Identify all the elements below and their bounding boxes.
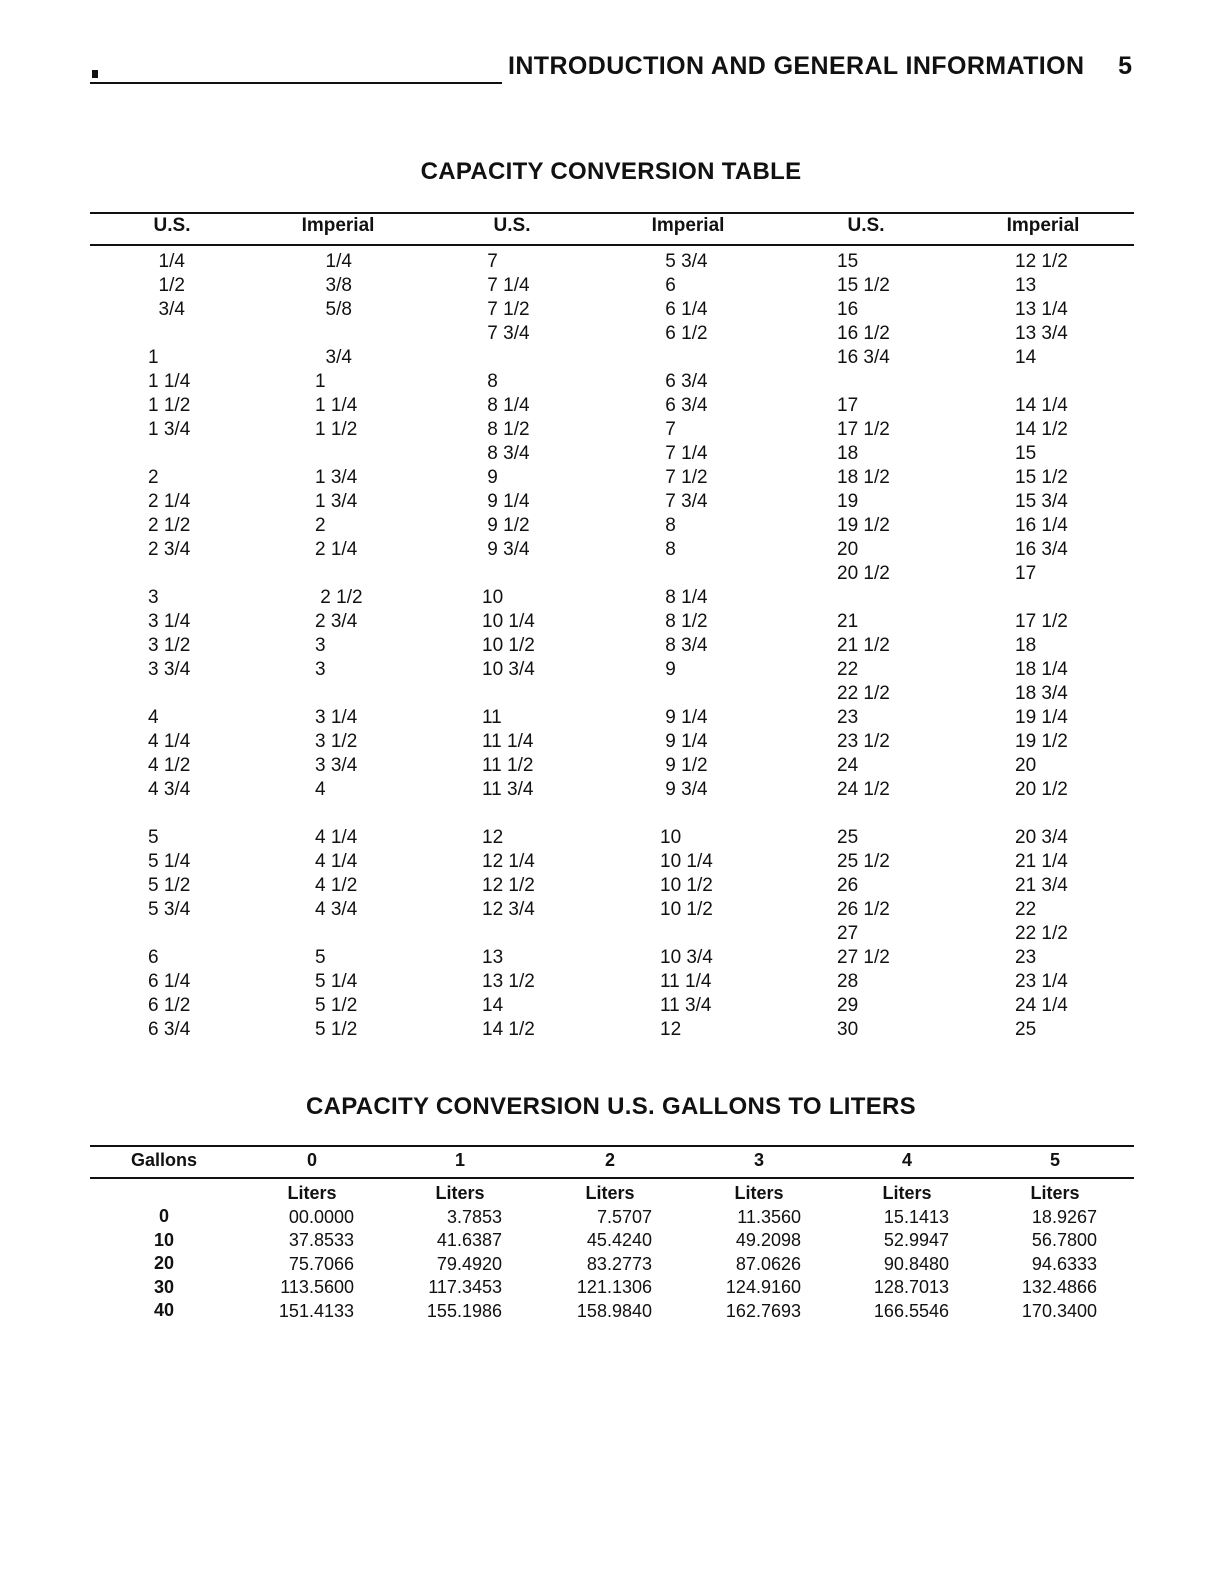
table-cell: 25 <box>837 827 859 848</box>
table-cell: 10 1/2 <box>482 635 535 656</box>
table-cell <box>315 802 363 826</box>
table-cell: 3/4 <box>148 299 185 320</box>
table1-top-rule <box>90 212 1134 214</box>
table-cell <box>482 922 535 946</box>
table2-header-1: 1 <box>454 1150 465 1170</box>
table-cell: 4 3/4 <box>315 899 358 920</box>
table-cell: 16 3/4 <box>1015 539 1068 560</box>
table1-column-us-3 <box>837 250 890 1042</box>
table-cell: 13 1/2 <box>482 971 535 992</box>
table-cell <box>660 682 713 706</box>
table-cell <box>482 562 535 586</box>
table-cell: 132.4866 <box>1021 1277 1097 1297</box>
table-cell: 4 1/2 <box>148 755 191 776</box>
table-cell: 2 3/4 <box>148 539 191 560</box>
table-cell: 1 1/2 <box>148 395 191 416</box>
table1-column-imperial-2 <box>660 250 713 1042</box>
unit-label: Liters <box>585 1183 635 1203</box>
table-cell: 40 <box>153 1300 175 1320</box>
table-cell: 9 1/4 <box>660 707 708 728</box>
table-cell: 14 1/2 <box>1015 419 1068 440</box>
table-cell: 90.8480 <box>883 1253 949 1274</box>
table-cell: 18 3/4 <box>1015 683 1068 704</box>
table-cell: 20 1/2 <box>1015 779 1068 800</box>
table-cell: 12 3/4 <box>482 899 535 920</box>
table-cell: 14 <box>1015 347 1037 368</box>
unit-label: Liters <box>734 1183 784 1203</box>
table-cell: 5 <box>148 827 159 848</box>
table-cell: 6 3/4 <box>660 395 708 416</box>
table-cell: 45.4240 <box>586 1230 652 1250</box>
table-cell: 8 3/4 <box>660 635 708 656</box>
table-cell: 8 1/2 <box>482 419 530 440</box>
table-cell: 18.9267 <box>1031 1206 1097 1227</box>
table-cell: 10 3/4 <box>482 659 535 680</box>
header-bullet <box>92 70 98 78</box>
table-cell: 14 1/4 <box>1015 395 1068 416</box>
table-cell: 00.0000 <box>288 1206 354 1227</box>
table1-column-imperial-1 <box>315 250 363 1042</box>
table-cell <box>482 682 535 706</box>
table-cell: 23 1/4 <box>1015 971 1068 992</box>
table-cell: 37.8533 <box>288 1230 354 1250</box>
table-cell: 19 1/2 <box>837 515 890 536</box>
table-cell: 21 3/4 <box>1015 875 1068 896</box>
table-cell: 4 1/4 <box>315 827 358 848</box>
table-cell: 7 3/4 <box>482 323 530 344</box>
table-cell: 1 1/2 <box>315 419 358 440</box>
table-cell: 5 3/4 <box>660 251 708 272</box>
table-cell: 2 <box>148 467 159 488</box>
table-cell: 7 1/4 <box>482 275 530 296</box>
table-cell <box>837 370 890 394</box>
table-cell: 4 1/4 <box>148 731 191 752</box>
table-cell: 15 <box>1015 443 1037 464</box>
table-cell: 124.9160 <box>725 1277 801 1297</box>
table-cell: 22 <box>837 659 859 680</box>
table-cell: 22 1/2 <box>1015 923 1068 944</box>
table1-header-us-2: U.S. <box>493 215 531 236</box>
table-cell: 20 3/4 <box>1015 827 1068 848</box>
table-cell: 117.3453 <box>428 1277 502 1297</box>
table-cell <box>315 922 363 946</box>
table-cell: 20 <box>1015 755 1037 776</box>
page-header <box>90 52 1134 88</box>
table-cell: 18 1/4 <box>1015 659 1068 680</box>
table-cell: 11 1/4 <box>660 971 712 992</box>
table-cell: 24 <box>837 755 859 776</box>
table-cell: 26 <box>837 875 859 896</box>
table-cell <box>660 562 713 586</box>
table-cell: 151.4133 <box>278 1300 354 1321</box>
table2-header-0: 0 <box>306 1150 317 1170</box>
table-cell: 9 1/4 <box>482 491 530 512</box>
table-cell: 12 <box>660 1019 682 1040</box>
table-cell: 2 1/4 <box>148 491 191 512</box>
table-cell: 4 1/2 <box>315 875 358 896</box>
table-cell: 6 1/2 <box>660 323 708 344</box>
table-cell: 3 3/4 <box>148 659 191 680</box>
table-cell: 1/2 <box>148 275 185 296</box>
table-cell: 49.2098 <box>735 1230 801 1250</box>
table-cell: 28 <box>837 971 859 992</box>
table-cell: 5/8 <box>315 299 352 320</box>
table2-row-labels <box>114 1205 214 1323</box>
table-cell: 56.7800 <box>1031 1230 1097 1250</box>
table-cell: 11 3/4 <box>660 995 712 1016</box>
table-cell: 2 <box>315 515 326 536</box>
table-cell <box>148 562 190 586</box>
table-cell: 17 <box>1015 563 1037 584</box>
table1-header-us-3: U.S. <box>847 215 885 236</box>
table-cell: 0 <box>158 1206 169 1226</box>
table-cell: 15 3/4 <box>1015 491 1068 512</box>
table-cell: 19 1/2 <box>1015 731 1068 752</box>
table-cell: 7 <box>482 251 498 272</box>
table-cell: 9 <box>482 467 498 488</box>
table-cell: 5 1/2 <box>315 995 358 1016</box>
table-cell: 2 1/2 <box>148 515 191 536</box>
table-cell: 23 1/2 <box>837 731 890 752</box>
table-cell: 3 <box>148 587 159 608</box>
table-cell: 16 3/4 <box>837 347 890 368</box>
table-cell: 3 1/4 <box>148 611 191 632</box>
table-cell: 3/8 <box>315 275 352 296</box>
unit-label: Liters <box>1030 1183 1080 1203</box>
table-cell: 9 3/4 <box>660 779 708 800</box>
table-cell <box>660 922 713 946</box>
table-cell: 23 <box>837 707 859 728</box>
table-cell: 14 <box>482 995 504 1016</box>
table1-column-us-2 <box>482 250 535 1042</box>
table-cell: 18 <box>1015 635 1037 656</box>
table-cell: 13 1/4 <box>1015 299 1068 320</box>
table2-header-rule <box>90 1177 1134 1179</box>
table-cell: 5 <box>315 947 326 968</box>
table-cell: 13 <box>1015 275 1037 296</box>
table-cell: 30 <box>153 1276 175 1297</box>
table-cell: 8 1/2 <box>660 611 708 632</box>
table-cell: 21 1/4 <box>1015 851 1068 872</box>
unit-label: Liters <box>882 1183 932 1203</box>
table-cell <box>148 442 190 466</box>
table-cell: 16 1/4 <box>1015 515 1068 536</box>
table-cell: 41.6387 <box>436 1230 502 1250</box>
table-cell <box>148 922 190 946</box>
table-cell: 7 3/4 <box>660 491 708 512</box>
table2-header-5: 5 <box>1049 1150 1060 1170</box>
table-cell: 8 <box>482 371 498 392</box>
table-cell: 18 1/2 <box>837 467 890 488</box>
table1-header-imperial-2: Imperial <box>651 215 725 236</box>
table-cell: 17 <box>837 395 859 416</box>
table-cell: 25 <box>1015 1019 1037 1040</box>
table-cell: 16 <box>837 299 859 320</box>
table-cell: 1 <box>315 371 326 392</box>
table-cell: 3.7853 <box>446 1206 502 1227</box>
table-cell <box>1015 586 1068 610</box>
table-cell: 26 1/2 <box>837 899 890 920</box>
header-rule <box>90 82 502 84</box>
table-cell: 13 3/4 <box>1015 323 1068 344</box>
table-cell: 10 1/2 <box>660 899 713 920</box>
table-cell: 9 1/2 <box>482 515 530 536</box>
table-cell: 3 <box>315 635 326 656</box>
table-cell: 6 1/2 <box>148 995 191 1016</box>
table-cell: 170.3400 <box>1021 1300 1097 1321</box>
table-cell: 3 <box>315 659 326 680</box>
table-cell: 1 1/4 <box>315 395 358 416</box>
table-cell: 4 <box>315 779 326 800</box>
table-cell: 27 1/2 <box>837 947 890 968</box>
table-cell <box>148 802 190 826</box>
table-cell: 1 <box>148 347 159 368</box>
table-cell: 13 <box>482 947 504 968</box>
table-cell: 3 1/4 <box>315 707 358 728</box>
table-cell: 19 1/4 <box>1015 707 1068 728</box>
table-cell: 87.0626 <box>735 1253 801 1274</box>
table-cell: 23 <box>1015 947 1037 968</box>
table-cell <box>837 586 890 610</box>
table-cell: 7 1/2 <box>482 299 530 320</box>
running-title: INTRODUCTION AND GENERAL INFORMATION <box>508 52 1085 80</box>
table-cell: 1 3/4 <box>315 467 358 488</box>
table-cell: 10 1/4 <box>482 611 535 632</box>
table-cell: 19 <box>837 491 859 512</box>
table-cell: 12 1/2 <box>482 875 535 896</box>
table-cell: 8 1/4 <box>482 395 530 416</box>
table-cell: 8 3/4 <box>482 443 530 464</box>
table-cell: 18 <box>837 443 859 464</box>
table-cell: 10 1/2 <box>660 875 713 896</box>
table-cell: 1/4 <box>315 251 352 272</box>
table-cell: 155.1986 <box>426 1300 502 1321</box>
table2-column-3 <box>709 1182 809 1323</box>
table-cell: 4 <box>148 707 159 728</box>
table-cell: 1/4 <box>148 251 185 272</box>
table-cell: 12 1/2 <box>1015 251 1068 272</box>
table-cell: 25 1/2 <box>837 851 890 872</box>
table-cell: 2 1/2 <box>315 587 363 608</box>
table-cell: 15 1/2 <box>1015 467 1068 488</box>
table-cell: 5 3/4 <box>148 899 191 920</box>
table-cell: 9 1/2 <box>660 755 708 776</box>
table-cell <box>482 346 535 370</box>
table-cell: 14 1/2 <box>482 1019 535 1040</box>
table-cell: 27 <box>837 923 859 944</box>
table-cell <box>148 322 190 346</box>
table-cell <box>315 322 363 346</box>
table-cell: 5 1/4 <box>315 971 358 992</box>
table-cell: 11 1/2 <box>482 755 534 776</box>
table-cell: 9 1/4 <box>660 731 708 752</box>
table-cell <box>315 442 363 466</box>
table-cell: 7 1/4 <box>660 443 708 464</box>
table1-header-rule <box>90 244 1134 246</box>
table-cell: 6 1/4 <box>148 971 191 992</box>
table-cell: 8 <box>660 515 676 536</box>
table-cell: 15.1413 <box>883 1206 949 1227</box>
table2-header-2: 2 <box>604 1150 615 1170</box>
table-cell: 8 1/4 <box>660 587 708 608</box>
table-cell: 6 3/4 <box>148 1019 191 1040</box>
table2-column-4 <box>857 1182 957 1323</box>
table-cell <box>660 346 713 370</box>
table2-column-2 <box>560 1182 660 1323</box>
table-cell: 15 1/2 <box>837 275 890 296</box>
table-cell: 24 1/2 <box>837 779 890 800</box>
table-cell <box>1015 370 1068 394</box>
table-cell <box>315 562 363 586</box>
table-cell: 21 <box>837 611 859 632</box>
table2-column-5 <box>1005 1182 1105 1323</box>
table-cell: 158.9840 <box>576 1300 652 1321</box>
table-cell: 5 1/4 <box>148 851 191 872</box>
table-cell: 3 1/2 <box>148 635 191 656</box>
table-cell: 6 <box>148 947 159 968</box>
capacity-conversion-table-title: CAPACITY CONVERSION TABLE <box>420 158 802 185</box>
table-cell: 7 1/2 <box>660 467 708 488</box>
table-cell: 10 1/4 <box>660 851 713 872</box>
table-cell: 20 1/2 <box>837 563 890 584</box>
table-cell: 20 <box>837 539 859 560</box>
table1-header-us-1: U.S. <box>153 215 191 236</box>
table-cell: 21 1/2 <box>837 635 890 656</box>
table-cell: 7 <box>660 419 676 440</box>
table2-top-rule <box>90 1145 1134 1147</box>
table1-column-imperial-3 <box>1015 250 1068 1042</box>
table-cell: 3 3/4 <box>315 755 358 776</box>
table1-header-imperial-3: Imperial <box>1006 215 1080 236</box>
table-cell <box>660 802 713 826</box>
table-cell: 22 1/2 <box>837 683 890 704</box>
table2-column-0 <box>262 1182 362 1323</box>
table-cell: 20 <box>153 1253 175 1273</box>
table-cell: 29 <box>837 995 859 1016</box>
table2-header-gallons: Gallons <box>130 1150 197 1170</box>
table-cell: 79.4920 <box>436 1253 502 1274</box>
table-cell: 1 3/4 <box>315 491 358 512</box>
table-cell <box>148 682 190 706</box>
table-cell: 12 <box>482 827 504 848</box>
table-cell: 10 3/4 <box>660 947 713 968</box>
unit-label: Liters <box>435 1183 485 1203</box>
table-cell: 16 1/2 <box>837 323 890 344</box>
table-cell: 11 <box>482 707 502 728</box>
table-cell: 2 3/4 <box>315 611 358 632</box>
table-cell: 52.9947 <box>883 1230 949 1250</box>
table-cell: 10 <box>660 827 682 848</box>
table2-header-4: 4 <box>901 1150 912 1170</box>
table-cell: 83.2773 <box>586 1253 652 1274</box>
table2-header-3: 3 <box>753 1150 764 1170</box>
table-cell: 10 <box>482 587 504 608</box>
table-cell <box>1015 802 1068 826</box>
unit-label: Liters <box>287 1183 337 1203</box>
table-cell: 8 <box>660 539 676 560</box>
table-cell: 75.7066 <box>288 1253 354 1274</box>
table-cell: 7.5707 <box>596 1206 652 1227</box>
table-cell: 22 <box>1015 899 1037 920</box>
table-cell: 24 1/4 <box>1015 995 1068 1016</box>
table-cell: 3 1/2 <box>315 731 358 752</box>
table-cell: 5 1/2 <box>148 875 191 896</box>
table-cell: 9 3/4 <box>482 539 530 560</box>
table-cell: 11.3560 <box>737 1206 801 1227</box>
table-cell <box>482 802 535 826</box>
gallons-to-liters-title: CAPACITY CONVERSION U.S. GALLONS TO LITERS <box>306 1093 916 1120</box>
page-number: 5 <box>1118 52 1132 80</box>
table-cell: 10 <box>153 1229 175 1250</box>
table-cell: 11 3/4 <box>482 779 534 800</box>
table-cell: 121.1306 <box>576 1277 652 1297</box>
table-cell: 6 <box>660 275 676 296</box>
table-cell: 1 3/4 <box>148 419 191 440</box>
table-cell: 6 1/4 <box>660 299 708 320</box>
table-cell: 5 1/2 <box>315 1019 358 1040</box>
table2-column-1 <box>410 1182 510 1323</box>
table-cell: 11 1/4 <box>482 731 534 752</box>
table-cell: 4 3/4 <box>148 779 191 800</box>
table1-column-us-1 <box>148 250 190 1042</box>
table-cell: 166.5546 <box>873 1300 949 1321</box>
table-cell: 17 1/2 <box>1015 611 1068 632</box>
table-cell <box>837 802 890 826</box>
table-cell: 162.7693 <box>725 1300 801 1321</box>
table-cell: 113.5600 <box>280 1277 354 1297</box>
table-cell: 4 1/4 <box>315 851 358 872</box>
table-cell: 6 3/4 <box>660 371 708 392</box>
table-cell: 30 <box>837 1019 859 1040</box>
table1-header-imperial-1: Imperial <box>301 215 375 236</box>
table-cell: 94.6333 <box>1031 1253 1097 1274</box>
table-cell: 15 <box>837 251 859 272</box>
table-cell: 3/4 <box>315 347 352 368</box>
table-cell: 128.7013 <box>873 1277 949 1297</box>
table-cell: 1 1/4 <box>148 371 191 392</box>
table-cell: 12 1/4 <box>482 851 535 872</box>
table-cell: 9 <box>660 659 676 680</box>
table-cell: 2 1/4 <box>315 539 358 560</box>
table-cell: 17 1/2 <box>837 419 890 440</box>
table-cell <box>315 682 363 706</box>
